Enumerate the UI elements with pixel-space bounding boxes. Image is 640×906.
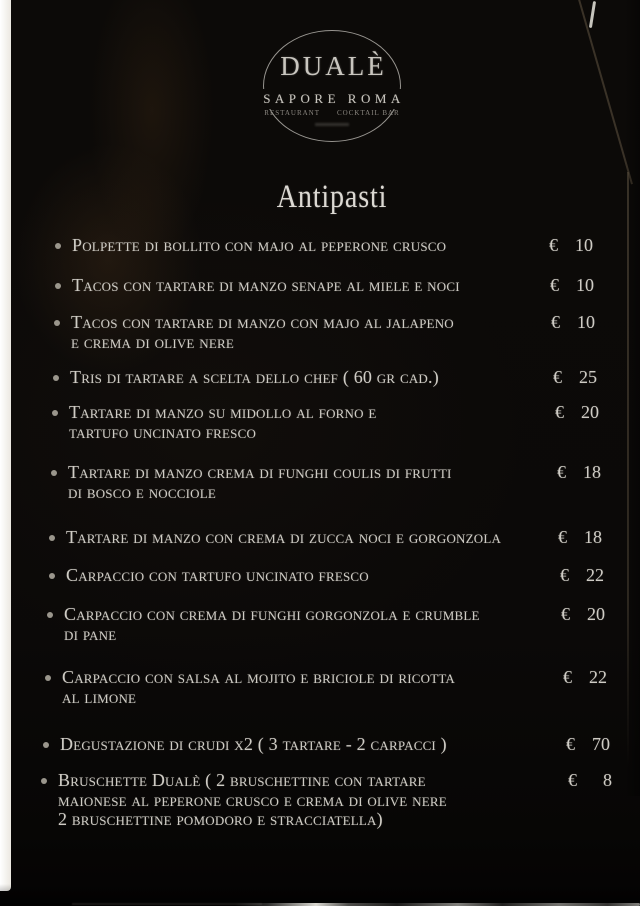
bullet-icon [55, 243, 61, 249]
menu-item [0, 668, 640, 707]
menu-item [0, 313, 640, 352]
item-text: Tartare di manzo su midollo al forno e [69, 402, 377, 422]
item-price [568, 771, 612, 791]
currency-symbol: € [551, 312, 560, 332]
bullet-icon [52, 410, 58, 416]
currency-symbol: € [568, 770, 577, 790]
item-price [549, 236, 593, 256]
bullet-icon [53, 375, 59, 381]
price-value: 10 [577, 312, 595, 332]
price-value: 20 [587, 604, 605, 624]
price-value: 18 [584, 527, 602, 547]
item-text: tartufo uncinato fresco [69, 421, 257, 442]
price-value: 70 [592, 734, 610, 754]
menu-item [0, 403, 640, 442]
bullet-icon [54, 320, 60, 326]
currency-symbol: € [557, 462, 566, 482]
price-value: 25 [579, 367, 597, 387]
item-text: Tris di tartare a scelta dello chef ( 60 gr cad.) [70, 367, 439, 387]
menu-item [0, 735, 640, 755]
item-price [551, 313, 595, 333]
item-text: Degustazione di crudi x2 ( 3 tartare - 2 carpacci ) [60, 734, 447, 754]
currency-symbol: € [558, 527, 567, 547]
menu-item [0, 276, 640, 296]
item-price [558, 528, 602, 548]
currency-symbol: € [563, 667, 572, 687]
price-value: 22 [589, 667, 607, 687]
item-text: Carpaccio con crema di funghi gorgonzola e crumble [64, 604, 480, 624]
menu-item [0, 368, 640, 388]
currency-symbol: € [555, 402, 564, 422]
item-price [560, 566, 604, 586]
item-text: Tacos con tartare di manzo con majo al jalapeno [71, 312, 454, 332]
menu-item [0, 771, 640, 830]
item-text: Bruschette Dualè ( 2 bruschettine con tartare [58, 770, 426, 790]
currency-symbol: € [561, 604, 570, 624]
menu-item [0, 463, 640, 502]
currency-symbol: € [553, 367, 562, 387]
currency-symbol: € [566, 734, 575, 754]
menu-item [0, 528, 640, 548]
menu-item [0, 605, 640, 644]
logo-name: DUALÈ [280, 51, 387, 81]
item-text: Tacos con tartare di manzo senape al miele e noci [72, 275, 460, 295]
page-edge-highlight [589, 1, 596, 28]
item-text: Carpaccio con tartufo uncinato fresco [66, 565, 369, 585]
item-text: Polpette di bollito con majo al peperone crusco [72, 235, 447, 255]
bullet-icon [43, 742, 49, 748]
section-title: Antipasti [276, 179, 388, 215]
item-price [563, 668, 607, 688]
item-text: Tartare di manzo crema di funghi coulis di frutti [68, 462, 452, 482]
item-price [550, 276, 594, 296]
item-text: di bosco e nocciole [68, 481, 217, 502]
logo [261, 28, 403, 148]
bullet-icon [55, 283, 61, 289]
item-price [566, 735, 610, 755]
currency-symbol: € [550, 275, 559, 295]
item-text: maionese al peperone crusco e crema di olive nere [58, 789, 447, 810]
item-text: Tartare di manzo con crema di zucca noci e gorgonzola [66, 527, 502, 547]
logo-microtext [315, 123, 349, 126]
logo-subtitle: SAPORE ROMA [254, 89, 410, 109]
price-value: 22 [586, 565, 604, 585]
logo-tagline [261, 109, 403, 117]
paper-margin [0, 0, 11, 891]
item-price [557, 463, 601, 483]
currency-symbol: € [560, 565, 569, 585]
item-text: Carpaccio con salsa al mojito e briciole di ricotta [62, 667, 456, 687]
price-value: 20 [581, 402, 599, 422]
item-price [555, 403, 599, 423]
item-price [553, 368, 597, 388]
item-price [561, 605, 605, 625]
currency-symbol: € [549, 235, 558, 255]
item-text: 2 bruschettine pomodoro e stracciatella) [58, 809, 383, 829]
bottom-edge-reflection [72, 903, 262, 905]
price-value: 10 [575, 235, 593, 255]
item-text: al limone [62, 686, 137, 707]
price-value: 18 [583, 462, 601, 482]
logo-tagline-restaurant: RESTAURANT [264, 109, 320, 117]
logo-tagline-cocktail-bar: COCKTAIL BAR [337, 109, 400, 117]
bullet-icon [45, 675, 51, 681]
item-text: di pane [64, 623, 117, 644]
price-value: 8 [603, 770, 612, 790]
bullet-icon [51, 470, 57, 476]
bullet-icon [49, 535, 55, 541]
price-value: 10 [576, 275, 594, 295]
bullet-icon [41, 778, 47, 784]
menu-item [0, 566, 640, 586]
menu-item [0, 236, 640, 256]
bullet-icon [47, 612, 53, 618]
bullet-icon [49, 573, 55, 579]
item-text: e crema di olive nere [71, 331, 235, 352]
